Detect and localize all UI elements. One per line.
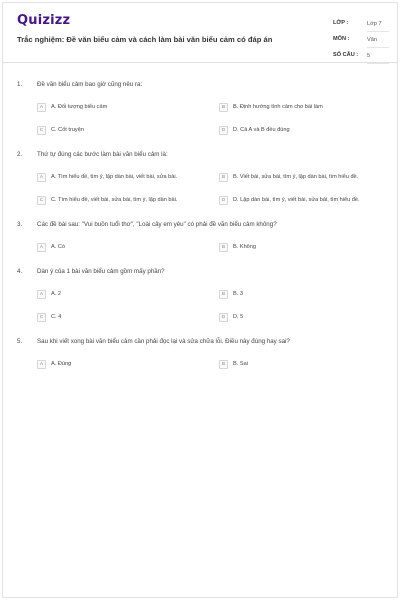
meta-subject-value: Văn bbox=[367, 36, 389, 48]
question-number: 1. bbox=[17, 81, 23, 88]
option-letter-b: B bbox=[219, 173, 228, 182]
meta-subject bbox=[333, 33, 389, 49]
option-text: B. Định hướng tình cảm cho bài làm bbox=[233, 104, 323, 110]
option-letter-a: A bbox=[37, 243, 46, 252]
option-text: B. Viết bài, sửa bài, tìm ý, lập dàn bài, tìm hiểu đề. bbox=[233, 174, 359, 180]
option-text: C. Cốt truyện bbox=[51, 127, 84, 133]
option-text: B. Không bbox=[233, 244, 257, 250]
meta-class bbox=[333, 17, 389, 33]
option-text: C. 4 bbox=[51, 314, 62, 320]
option-text: A. Có bbox=[51, 244, 65, 250]
option-letter-b: B bbox=[219, 360, 228, 369]
option-letter-b: B bbox=[219, 243, 228, 252]
question-number: 2. bbox=[17, 151, 23, 158]
option-letter-a: A bbox=[37, 173, 46, 182]
meta-count-label: SỐ CÂU : bbox=[333, 52, 359, 58]
quizizz-logo: Quizizz bbox=[17, 13, 71, 28]
option-text: A. Đối tượng biểu cảm bbox=[51, 104, 108, 110]
question-text: Các đề bài sau: "Vui buồn tuổi thơ", "Loài cây em yêu" có phải đề văn biểu cảm không? bbox=[37, 221, 277, 228]
option-text: A. Đúng bbox=[51, 361, 72, 367]
option-letter-c: C bbox=[37, 196, 46, 205]
question-text: Đề văn biểu cảm bao giờ cũng nêu ra: bbox=[37, 81, 143, 88]
option-letter-a: A bbox=[37, 360, 46, 369]
worksheet-title: Trắc nghiệm: Đề văn biểu cảm và cách làm bài văn biểu cảm có đáp án bbox=[17, 35, 273, 44]
question-number: 4. bbox=[17, 268, 23, 275]
option-text: B. 3 bbox=[233, 291, 243, 297]
option-letter-d: D bbox=[219, 313, 228, 322]
question-text: Sau khi viết xong bài văn biểu cảm cần phải đọc lại và sửa chữa lỗi. Điều này đúng hay sai? bbox=[37, 338, 290, 345]
worksheet-meta bbox=[333, 17, 389, 65]
option-text: A. 2 bbox=[51, 291, 61, 297]
option-text: B. Sai bbox=[233, 361, 248, 367]
option-letter-c: C bbox=[37, 313, 46, 322]
question-number: 5. bbox=[17, 338, 23, 345]
question-text: Dàn ý của 1 bài văn biểu cảm gồm mấy phần? bbox=[37, 268, 165, 275]
worksheet-header bbox=[3, 3, 397, 63]
option-letter-d: D bbox=[219, 126, 228, 135]
meta-subject-label: MÔN : bbox=[333, 36, 350, 42]
option-letter-d: D bbox=[219, 196, 228, 205]
question-text: Thứ tự đúng các bước làm bài văn biểu cảm là: bbox=[37, 151, 168, 158]
option-letter-b: B bbox=[219, 290, 228, 299]
worksheet-page bbox=[2, 2, 398, 598]
meta-count-value: 5 bbox=[367, 52, 389, 64]
option-text: A. Tìm hiểu đề, tìm ý, lập dàn bài, viết bài, sửa bài. bbox=[51, 174, 178, 180]
option-text: D. Lập dàn bài, tìm ý, viết bài, sửa bài, tìm hiểu đề. bbox=[233, 197, 360, 203]
meta-class-value: Lớp 7 bbox=[367, 20, 389, 32]
option-text: C. Tìm hiểu đề, viết bài, sửa bài, tìm ý, lập dàn bài. bbox=[51, 197, 178, 203]
option-letter-c: C bbox=[37, 126, 46, 135]
option-letter-a: A bbox=[37, 290, 46, 299]
question-number: 3. bbox=[17, 221, 23, 228]
option-text: D. Cả A và B đều đúng bbox=[233, 127, 290, 133]
option-letter-a: A bbox=[37, 103, 46, 112]
option-letter-b: B bbox=[219, 103, 228, 112]
meta-count bbox=[333, 49, 389, 65]
option-text: D. 5 bbox=[233, 314, 244, 320]
meta-class-label: LỚP : bbox=[333, 20, 349, 26]
